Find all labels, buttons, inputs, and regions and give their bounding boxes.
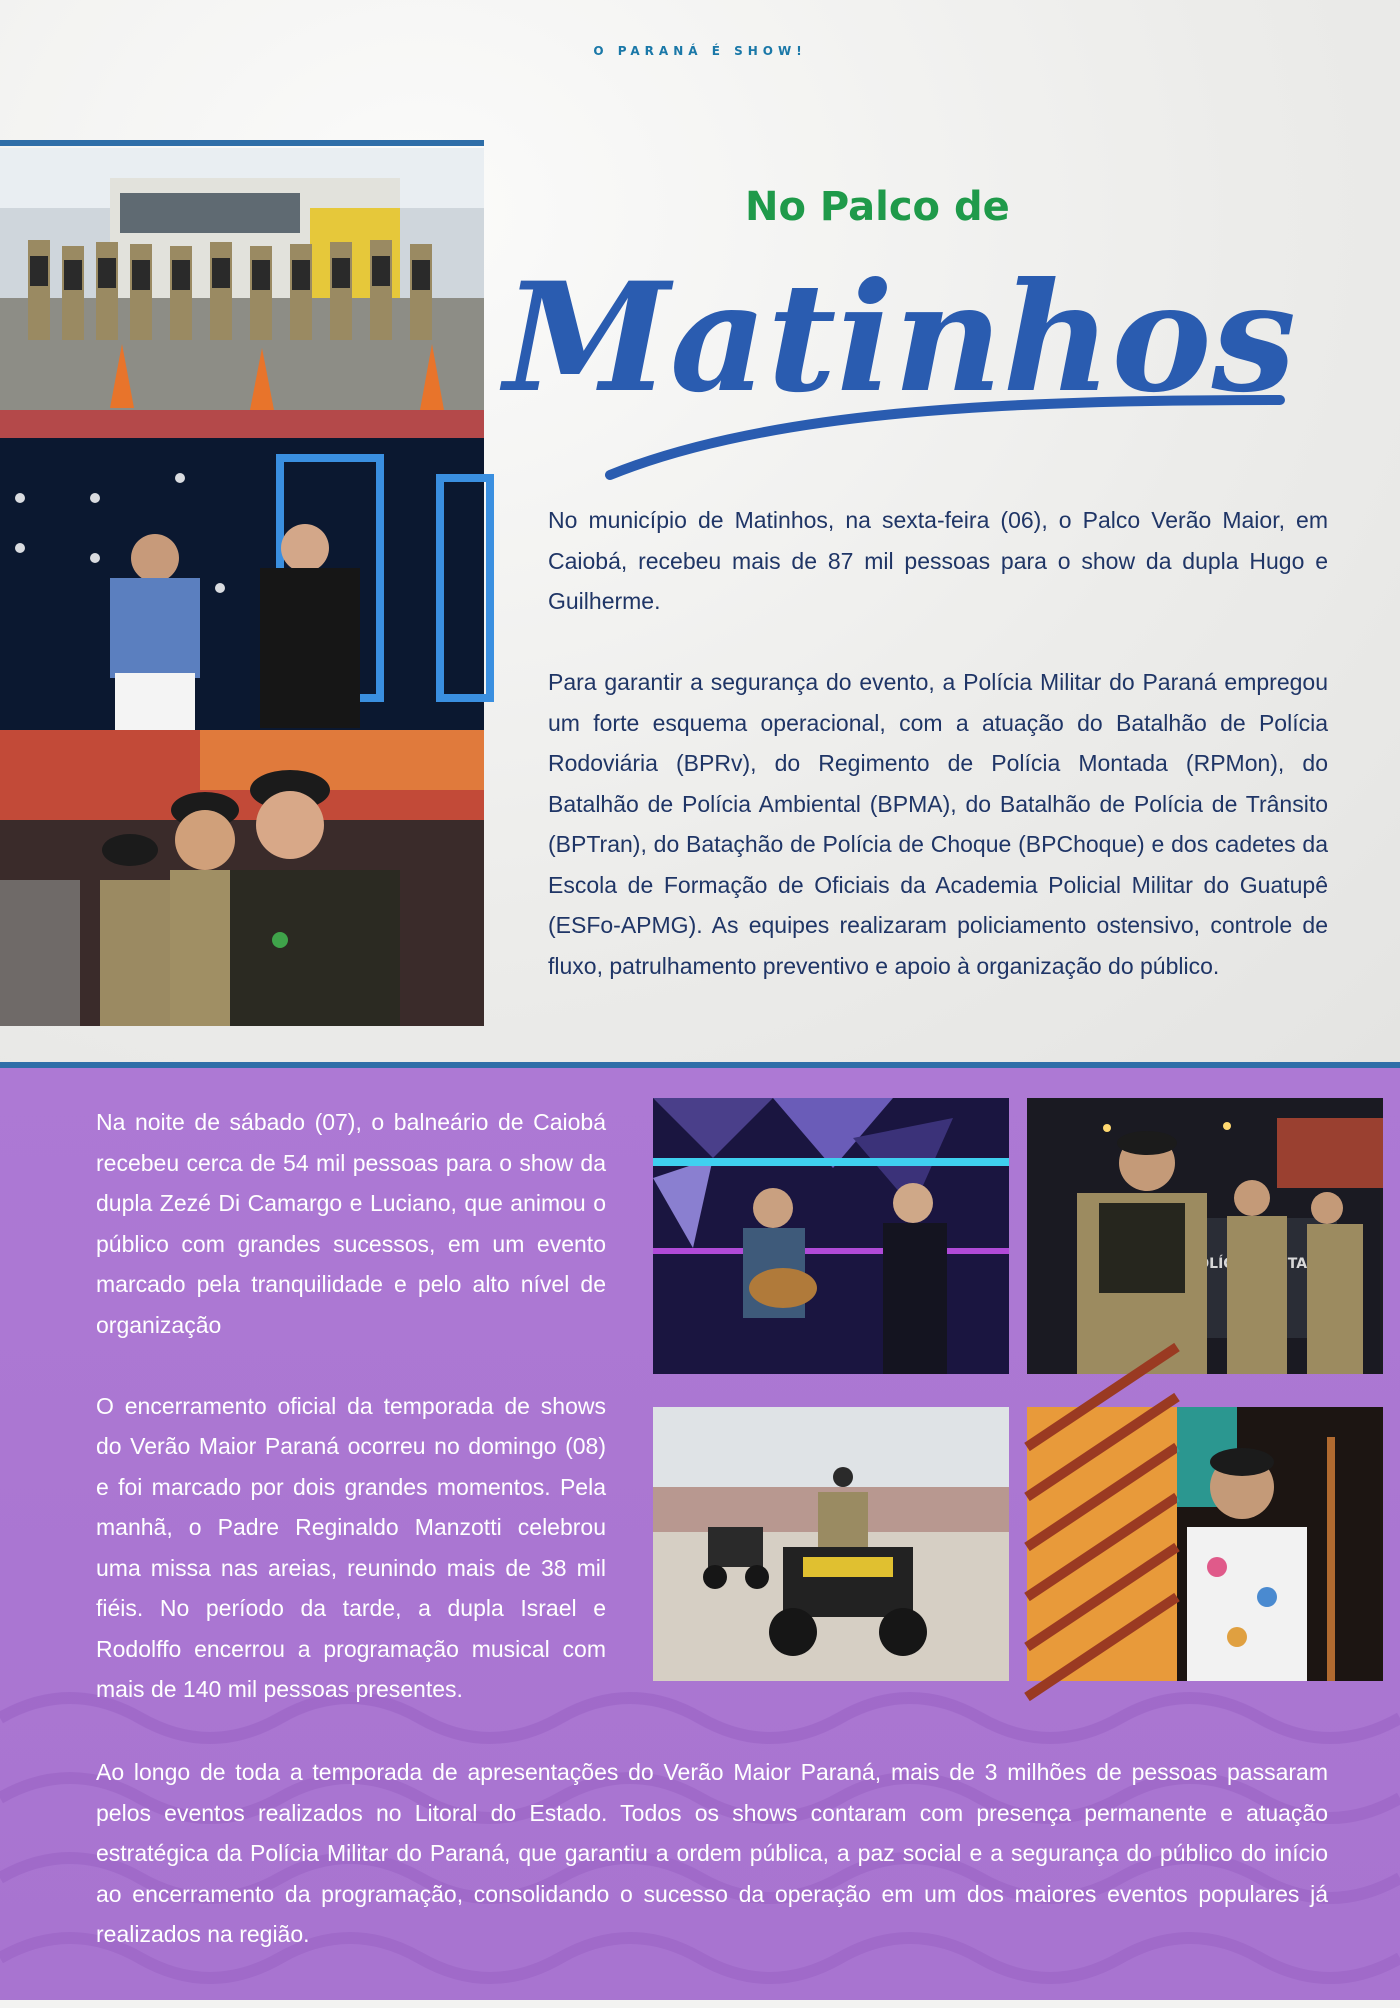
singer-photo — [1027, 1407, 1383, 1681]
intro-paragraph-2: Para garantir a segurança do evento, a Polícia Militar do Paraná empregou um forte esquema operacional, com a atuação do Batalhão de Polícia Rodoviária (BPRv), do Regimento de Polícia Montada (RPMon), do Batalhão de Polícia Ambiental (BPMA), do Batalhão de Polícia de Trânsito (BPTran), do Bataçhão de Polícia de Choque (BPChoque) e dos cadetes da Escola de Formação de Oficiais da Academia Policial Militar do Guatupê (ESFo-APMG). As equipes realizaram policiamento ostensivo, controle de fluxo, patrulhamento preventivo e apoio à organização do público. — [548, 669, 1328, 979]
left-text — [96, 1102, 606, 1750]
title-prefix: No Palco de — [745, 184, 1010, 230]
photo-column — [0, 140, 484, 1026]
intro-text — [548, 500, 1328, 1027]
left-paragraph-1: Na noite de sábado (07), o balneário de Caiobá recebeu cerca de 54 mil pessoas para o show da dupla Zezé Di Camargo e Luciano, que animou o público com grandes sucessos, em um evento marcado pela tranquilidade e pelo alto nível de organização — [96, 1109, 606, 1338]
photo-column-bar — [0, 140, 484, 146]
quad-bike-photo — [653, 1407, 1009, 1681]
lower-section — [0, 1068, 1400, 2000]
title-main: Matinhos — [503, 250, 1297, 426]
zeze-luciano-photo — [653, 1098, 1009, 1374]
page-kicker: O PARANÁ É SHOW! — [593, 44, 807, 58]
intro-paragraph-1: No município de Matinhos, na sexta-feira (06), o Palco Verão Maior, em Caiobá, recebeu mais de 87 mil pessoas para o show da dupla Hugo e Guilherme. — [548, 507, 1328, 614]
police-team-photo — [0, 148, 484, 438]
title-script — [503, 210, 1297, 490]
van-label: POLÍCIA — [1187, 1256, 1250, 1272]
closing-paragraph: Ao longo de toda a temporada de apresentações do Verão Maior Paraná, mais de 3 milhões de pessoas passaram pelos eventos realizados no Litoral do Estado. Todos os shows contaram com presença permanente e atuação estratégica da Polícia Militar do Paraná, que garantiu a ordem pública, a paz social e a segurança do público do início ao encerramento da programação, consolidando o sucesso da operação em um dos maiores eventos populares já realizados na região. — [96, 1759, 1328, 1947]
closing-text — [96, 1752, 1328, 1995]
left-paragraph-2: O encerramento oficial da temporada de shows do Verão Maior Paraná ocorreu no domingo (08) e foi marcado por dois grandes momentos. Pela manhã, o Padre Reginaldo Manzotti celebrou uma missa nas areias, reunindo mais de 38 mil fiéis. No período da tarde, a dupla Israel e Rodolffo encerrou a programação musical com mais de 140 mil pessoas presentes. — [96, 1392, 606, 1702]
hugo-guilherme-photo — [0, 438, 484, 730]
police-night-photo — [1027, 1098, 1383, 1374]
officers-photo — [0, 730, 484, 1026]
